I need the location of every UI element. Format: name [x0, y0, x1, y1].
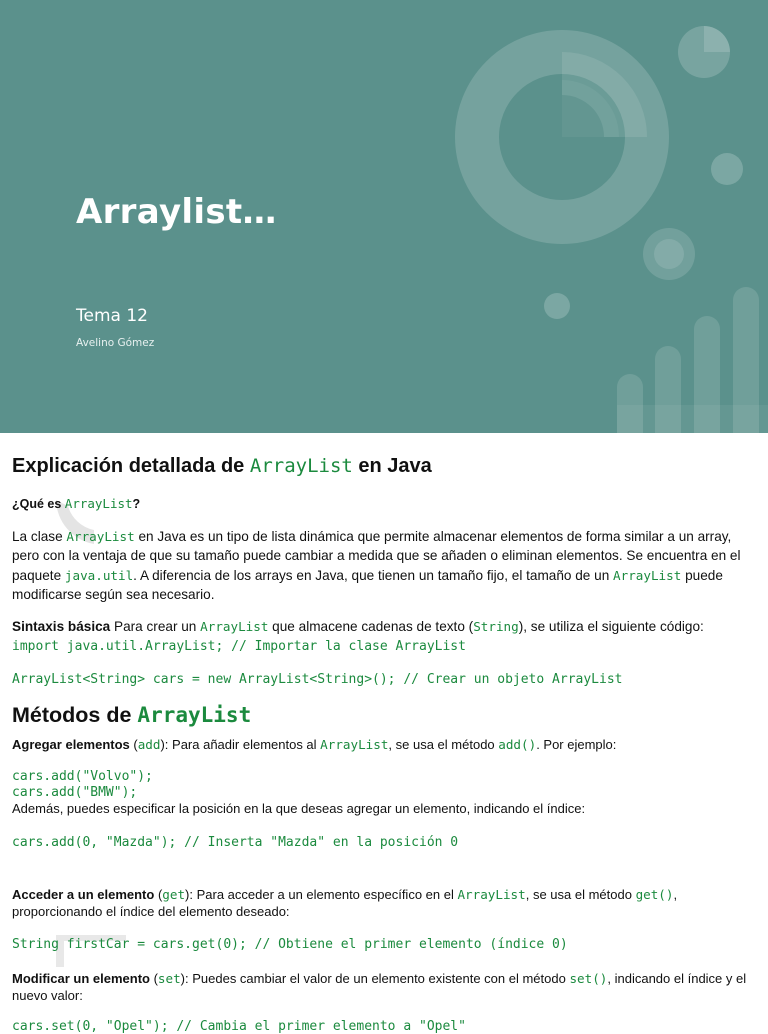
heading-text: Explicación detallada de: [12, 455, 250, 477]
add-text-1: (: [129, 737, 138, 752]
syntax-text-1: Para crear un: [110, 619, 201, 634]
question-heading: [12, 496, 140, 511]
methods-heading: [12, 703, 251, 728]
add-bold: Agregar elementos: [12, 737, 130, 752]
decorative-pie-4: [544, 293, 570, 319]
question-text: ¿Qué es: [12, 497, 65, 511]
set-text-2: ): Puedes cambiar el valor de un elemento existente con el método: [180, 971, 570, 986]
set-paragraph: [12, 970, 758, 1004]
set-code-2: set(): [569, 971, 608, 986]
add-text-3: , se usa el método: [388, 737, 499, 752]
intro-code-3: ArrayList: [613, 567, 682, 583]
add-extra-text: Además, puedes especificar la posición en la que deseas agregar un elemento, indicando el índice:: [12, 801, 586, 816]
get-code-3: get(): [635, 887, 674, 902]
get-bold: Acceder a un elemento: [12, 887, 155, 902]
intro-text-1: La clase: [12, 529, 67, 544]
set-code-1: set: [157, 971, 181, 986]
set-bold: Modificar un elemento: [12, 971, 150, 986]
get-text-2: ): Para acceder a un elemento específico en el: [185, 887, 458, 902]
get-paragraph: [12, 886, 758, 920]
set-text-1: (: [149, 971, 158, 986]
get-text-3: , se usa el método: [525, 887, 636, 902]
add-code-block: [12, 769, 585, 817]
syntax-paragraph: [12, 617, 758, 636]
author-name: Avelino Gómez: [76, 337, 155, 349]
syntax-code-1: ArrayList: [200, 619, 269, 634]
code-add-volvo: cars.add("Volvo");: [12, 769, 153, 784]
get-text-4: , proporcionando el índice del elemento deseado:: [12, 887, 678, 919]
code-get-first: String firstCar = cars.get(0); // Obtiene el primer elemento (índice 0): [12, 937, 568, 952]
intro-code-2: java.util: [64, 567, 134, 583]
code-create-list: ArrayList<String> cars = new ArrayList<String>(); // Crear un objeto ArrayList: [12, 672, 623, 687]
add-code-3: add(): [498, 737, 537, 752]
presentation-title: Arraylist…: [76, 192, 277, 232]
code-add-mazda: cars.add(0, "Mazda"); // Inserta "Mazda" en la posición 0: [12, 835, 459, 850]
heading-code: ArrayList: [249, 455, 353, 477]
add-text-4: . Por ejemplo:: [536, 737, 617, 752]
code-import: import java.util.ArrayList; // Importar la clase ArrayList: [12, 639, 466, 654]
add-code-1: add: [137, 737, 161, 752]
question-mark: ?: [132, 497, 141, 511]
intro-text-2: en Java es un tipo de lista dinámica que permite almacenar elementos de forma similar a un array, pero con la ventaja de que su tamaño puede cambiar a medida que se añaden o eliminan elementos. Se encuentra en el paquete: [12, 529, 741, 583]
intro-code-1: ArrayList: [66, 529, 135, 544]
presentation-subtitle: Tema 12: [76, 306, 148, 326]
syntax-bold: Sintaxis básica: [12, 619, 111, 634]
get-code-2: ArrayList: [457, 887, 526, 902]
title-slide: [0, 0, 768, 433]
get-code-1: get: [162, 887, 186, 902]
decorative-bar-2: [655, 346, 681, 456]
methods-heading-text: Métodos de: [12, 703, 138, 727]
intro-paragraph: [12, 527, 758, 604]
code-add-bmw: cars.add("BMW");: [12, 785, 138, 800]
syntax-text-2: que almacene cadenas de texto (: [268, 619, 474, 634]
get-text-1: (: [154, 887, 163, 902]
heading-text-end: en Java: [352, 455, 432, 477]
intro-text-3: . A diferencia de los arrays en Java, que tienen un tamaño fijo, el tamaño de un: [133, 567, 614, 583]
set-text-3: , indicando el índice y el nuevo valor:: [12, 971, 747, 1003]
question-code: ArrayList: [64, 496, 133, 511]
add-paragraph: [12, 735, 758, 754]
syntax-text-3: ), se utiliza el siguiente código:: [518, 619, 704, 634]
intro-text-4: puede modificarse según sea necesario.: [12, 567, 723, 602]
syntax-code-2: String: [473, 619, 519, 634]
add-code-2: ArrayList: [320, 737, 389, 752]
decorative-pie-2: [711, 153, 743, 185]
code-set-opel: cars.set(0, "Opel"); // Cambia el primer elemento a "Opel": [12, 1019, 466, 1034]
add-text-2: ): Para añadir elementos al: [160, 737, 321, 752]
section-heading: [12, 455, 432, 478]
methods-heading-code: ArrayList: [137, 703, 252, 727]
